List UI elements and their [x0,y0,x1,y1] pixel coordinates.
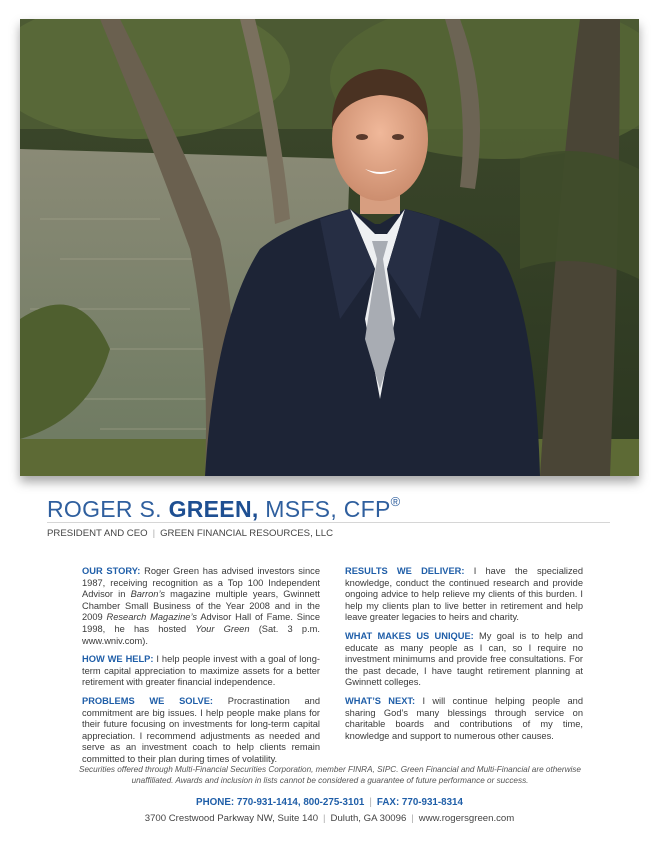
phone-line [0,797,659,808]
section-whats-next [345,696,583,742]
our-story-text-1: Roger Green has advised investors since 1987, receiving recognition as a Top 100 Independent Advisor in [82,566,320,600]
section-problems-we-solve [82,696,320,766]
whats-next-text: I will continue helping people and sharing God’s many blessings through service on charitable boards and contributions of my time, knowledge and support to numerous other causes. [345,695,583,741]
section-unique [345,631,583,689]
our-story-text-2: magazine multiple years, Gwinnett Chamber Small Business of the Year 2008 and in the 2009 [82,589,321,623]
disclaimer: Securities offered through Multi-Financial Securities Corporation, member FINRA, SIPC. Green Financial and Multi-Financial are otherwise unaffiliated. Awards and inclusion in lists cannot be considered a guarantee of future performance or success. [79,765,581,785]
position-title: PRESIDENT AND CEO [47,528,148,539]
our-story-text-3: Advisor Hall of Fame. Since 1998, he has hosted [82,612,321,634]
our-story-italic-2: Research Magazine’s [106,612,197,623]
problems-text: Procrastination and commitment are big issues. I help people make plans for their future focusing on investments for long-term capital appreciation. I recommend adjustments as needed and serve as an investment coach to help clients remain committed to their plan during times of volatility. [82,695,320,764]
how-we-help-text: I help people invest with a goal of long-term capital appreciation to maximize assets for a better retirement with greater financial independence. [82,654,320,688]
website-link[interactable]: www.rogersgreen.com [418,813,515,824]
section-results [345,566,583,624]
divider [47,522,610,523]
separator: | [411,813,414,824]
name-last: GREEN, [168,496,259,522]
problems-heading: PROBLEMS WE SOLVE: [82,695,214,706]
address-line [0,813,659,824]
company-name: GREEN FINANCIAL RESOURCES, LLC [160,528,333,539]
section-our-story [82,566,320,647]
street-address: 3700 Crestwood Parkway NW, Suite 140 [144,813,319,824]
whats-next-heading: WHAT’S NEXT: [345,695,416,706]
our-story-heading: OUR STORY: [82,566,141,576]
registered-mark: ® [390,494,401,509]
unique-text: My goal is to help and educate as many people as I can, so I require no investment minimums and provide free consultations. For the past decade, I have taught retirement planning at Gwinnett colleges. [345,630,583,688]
right-column [345,566,583,749]
results-text: I have the specialized knowledge, conduct the continued research and provide ongoing advice to help relieve my clients of this burden. I help my clients plan to live better in retirement and help leave greater legacies to heirs and charity. [345,566,583,623]
unique-heading: WHAT MAKES US UNIQUE: [345,630,474,641]
portrait-illustration [20,19,639,476]
fax-number: FAX: 770-931-8314 [376,797,463,808]
city-state: Duluth, GA 30096 [330,813,407,824]
section-how-we-help [82,654,320,689]
results-heading: RESULTS WE DELIVER: [345,566,465,576]
our-story-text-4: (Sat. 3 p.m. www.wniv.com). [82,623,320,646]
separator: | [152,528,156,539]
how-we-help-heading: HOW WE HELP: [82,654,154,665]
separator: | [323,813,326,824]
name-credentials: MSFS, CFP [258,496,391,522]
position-line [47,528,333,539]
phone-numbers: PHONE: 770-931-1414, 800-275-3101 [196,797,365,808]
our-story-italic-3: Your Green [195,623,250,634]
left-column [82,566,320,773]
name-first: ROGER S. [47,496,169,522]
person-name-heading [47,496,401,523]
separator: | [369,797,372,808]
our-story-italic-1: Barron’s [130,589,166,600]
portrait-photo [20,19,639,476]
